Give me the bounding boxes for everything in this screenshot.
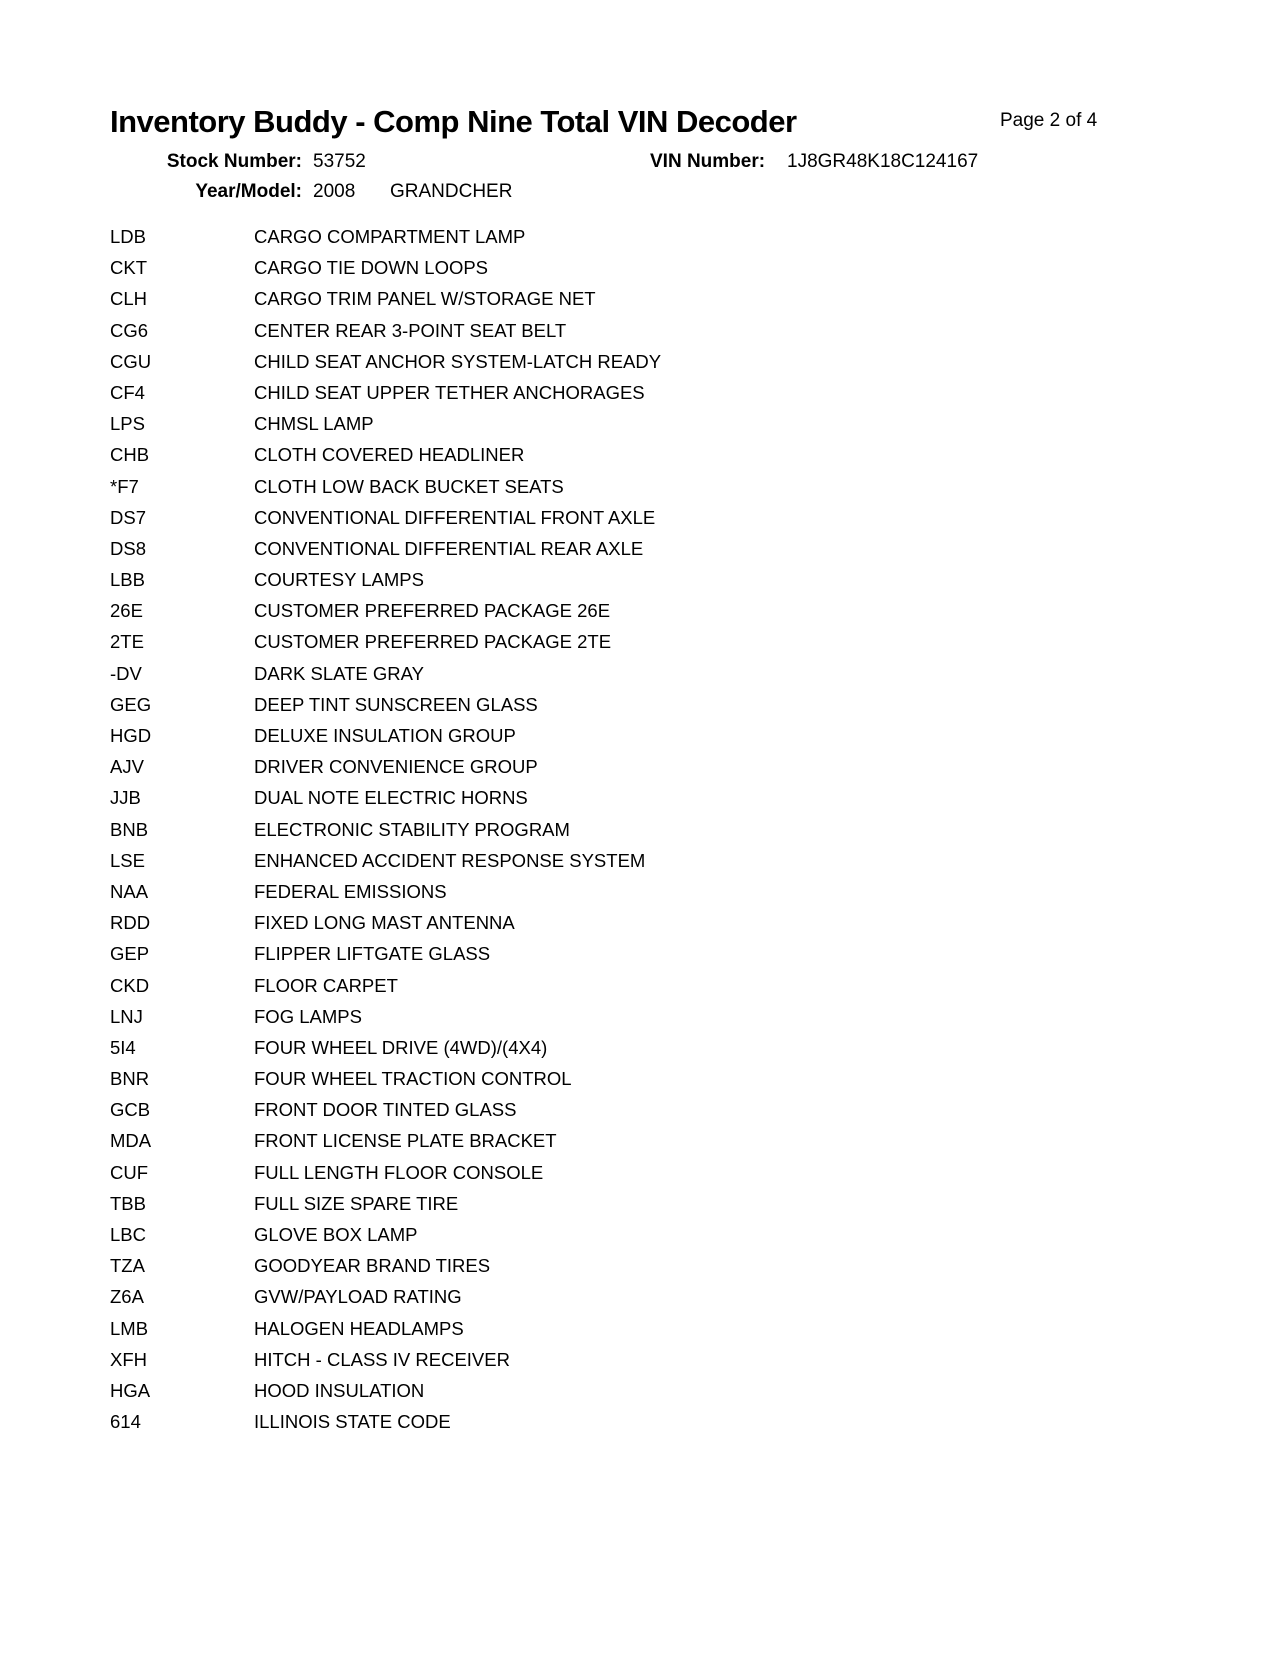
option-description: FOUR WHEEL TRACTION CONTROL <box>254 1068 572 1090</box>
option-code: CGU <box>110 350 152 372</box>
option-description: CONVENTIONAL DIFFERENTIAL REAR AXLE <box>254 537 644 559</box>
option-description: DARK SLATE GRAY <box>254 662 424 684</box>
option-row <box>110 564 1170 595</box>
option-description: DELUXE INSULATION GROUP <box>254 725 516 746</box>
option-code: JJB <box>110 787 141 809</box>
option-row <box>110 1281 1170 1312</box>
option-description: FULL LENGTH FLOOR CONSOLE <box>254 1161 544 1183</box>
option-row <box>110 970 1170 1001</box>
option-description: CARGO TRIM PANEL W/STORAGE NET <box>254 288 596 310</box>
option-code: 5I4 <box>110 1036 136 1058</box>
option-description: DEEP TINT SUNSCREEN GLASS <box>254 693 538 715</box>
option-row <box>110 346 1170 377</box>
option-row <box>110 689 1170 720</box>
option-row <box>110 1375 1170 1406</box>
option-row <box>110 471 1170 502</box>
option-row <box>110 439 1170 470</box>
option-code: GEP <box>110 943 150 965</box>
option-description: CONVENTIONAL DIFFERENTIAL FRONT AXLE <box>254 506 656 528</box>
model-value: GRANDCHER <box>390 181 513 202</box>
option-code: LBB <box>110 569 145 591</box>
option-code: BNR <box>110 1068 150 1090</box>
option-description: DUAL NOTE ELECTRIC HORNS <box>254 787 528 809</box>
option-code: CUF <box>110 1161 149 1183</box>
option-description: GLOVE BOX LAMP <box>254 1224 418 1245</box>
option-row <box>110 252 1170 283</box>
option-row <box>110 751 1170 782</box>
option-description: CHILD SEAT ANCHOR SYSTEM-LATCH READY <box>254 350 662 372</box>
option-description: HOOD INSULATION <box>254 1379 425 1401</box>
option-description: DRIVER CONVENIENCE GROUP <box>254 756 538 778</box>
option-code: Z6A <box>110 1286 144 1308</box>
option-description: FULL SIZE SPARE TIRE <box>254 1192 459 1214</box>
option-description: ILLINOIS STATE CODE <box>254 1411 451 1433</box>
option-code: 26E <box>110 600 143 622</box>
option-row <box>110 1063 1170 1094</box>
stock-number-label: Stock Number: <box>166 151 302 172</box>
option-description: FEDERAL EMISSIONS <box>254 880 447 902</box>
option-description: FRONT LICENSE PLATE BRACKET <box>254 1130 557 1152</box>
option-row <box>110 938 1170 969</box>
option-code: CHB <box>110 444 150 466</box>
option-description: GOODYEAR BRAND TIRES <box>254 1255 491 1277</box>
option-row <box>110 595 1170 626</box>
option-row <box>110 658 1170 689</box>
option-description: CUSTOMER PREFERRED PACKAGE 26E <box>254 600 611 622</box>
option-code: -DV <box>110 662 142 684</box>
option-code: HGA <box>110 1379 151 1401</box>
option-description: CARGO TIE DOWN LOOPS <box>254 257 489 279</box>
option-code: DS7 <box>110 506 146 528</box>
option-code: GEG <box>110 693 152 715</box>
page-title: Inventory Buddy - Comp Nine Total VIN Decoder <box>110 104 797 139</box>
option-description: FRONT DOOR TINTED GLASS <box>254 1099 517 1121</box>
option-code: LNJ <box>110 1005 143 1027</box>
option-description: CARGO COMPARTMENT LAMP <box>254 226 526 247</box>
option-description: HALOGEN HEADLAMPS <box>254 1317 464 1339</box>
option-row <box>110 1094 1170 1125</box>
vin-number-label: VIN Number: <box>650 151 766 172</box>
option-row <box>110 876 1170 907</box>
option-row <box>110 1344 1170 1375</box>
option-row <box>110 1313 1170 1344</box>
option-row <box>110 315 1170 346</box>
option-code: HGD <box>110 725 152 746</box>
option-row <box>110 408 1170 439</box>
option-description: FOG LAMPS <box>254 1005 362 1027</box>
year-model-label: Year/Model: <box>195 181 302 202</box>
option-code: NAA <box>110 880 149 902</box>
option-description: ENHANCED ACCIDENT RESPONSE SYSTEM <box>254 849 646 871</box>
option-row <box>110 907 1170 938</box>
option-row <box>110 1250 1170 1281</box>
option-row <box>110 1125 1170 1156</box>
option-code: LDB <box>110 226 146 247</box>
option-row <box>110 720 1170 751</box>
option-description: FLIPPER LIFTGATE GLASS <box>254 943 491 965</box>
option-code: CKT <box>110 257 147 279</box>
page-number-indicator: Page 2 of 4 <box>1000 110 1098 131</box>
option-description: FOUR WHEEL DRIVE (4WD)/(4X4) <box>254 1036 548 1058</box>
option-code: LMB <box>110 1317 149 1339</box>
option-code: CLH <box>110 288 148 310</box>
option-row <box>110 377 1170 408</box>
option-row <box>110 283 1170 314</box>
option-code: TBB <box>110 1192 146 1214</box>
option-code: MDA <box>110 1130 152 1152</box>
option-row <box>110 782 1170 813</box>
option-row <box>110 533 1170 564</box>
option-row <box>110 1032 1170 1063</box>
option-description: CHMSL LAMP <box>254 413 374 435</box>
option-code: BNB <box>110 818 149 840</box>
option-code: AJV <box>110 756 144 778</box>
option-code: RDD <box>110 912 151 934</box>
option-row <box>110 502 1170 533</box>
option-description: COURTESY LAMPS <box>254 569 424 591</box>
option-code: GCB <box>110 1099 151 1121</box>
option-description: CUSTOMER PREFERRED PACKAGE 2TE <box>254 631 612 653</box>
option-code: TZA <box>110 1255 145 1277</box>
option-row <box>110 221 1170 252</box>
option-description: HITCH - CLASS IV RECEIVER <box>254 1348 510 1370</box>
vin-number-value: 1J8GR48K18C124167 <box>787 151 979 172</box>
option-row <box>110 1219 1170 1250</box>
option-code: LBC <box>110 1224 146 1245</box>
option-code: DS8 <box>110 537 146 559</box>
option-row <box>110 1188 1170 1219</box>
option-description: FIXED LONG MAST ANTENNA <box>254 912 515 934</box>
option-row <box>110 814 1170 845</box>
option-code: 614 <box>110 1411 141 1433</box>
option-code: LSE <box>110 849 145 871</box>
option-row <box>110 845 1170 876</box>
option-code: CG6 <box>110 319 149 341</box>
option-description: CHILD SEAT UPPER TETHER ANCHORAGES <box>254 381 645 403</box>
option-code: LPS <box>110 413 145 435</box>
option-code: CKD <box>110 974 150 996</box>
options-list <box>110 221 1170 1437</box>
option-description: CLOTH COVERED HEADLINER <box>254 444 525 466</box>
option-description: ELECTRONIC STABILITY PROGRAM <box>254 818 570 840</box>
option-code: XFH <box>110 1348 147 1370</box>
option-description: CENTER REAR 3-POINT SEAT BELT <box>254 319 567 341</box>
option-description: GVW/PAYLOAD RATING <box>254 1286 462 1308</box>
option-code: *F7 <box>110 475 139 497</box>
year-value: 2008 <box>313 181 356 202</box>
option-code: 2TE <box>110 631 144 653</box>
option-code: CF4 <box>110 381 145 403</box>
option-row <box>110 1406 1170 1437</box>
option-row <box>110 1001 1170 1032</box>
option-description: CLOTH LOW BACK BUCKET SEATS <box>254 475 564 497</box>
option-description: FLOOR CARPET <box>254 974 398 996</box>
option-row <box>110 626 1170 657</box>
option-row <box>110 1157 1170 1188</box>
stock-number-value: 53752 <box>313 151 366 172</box>
